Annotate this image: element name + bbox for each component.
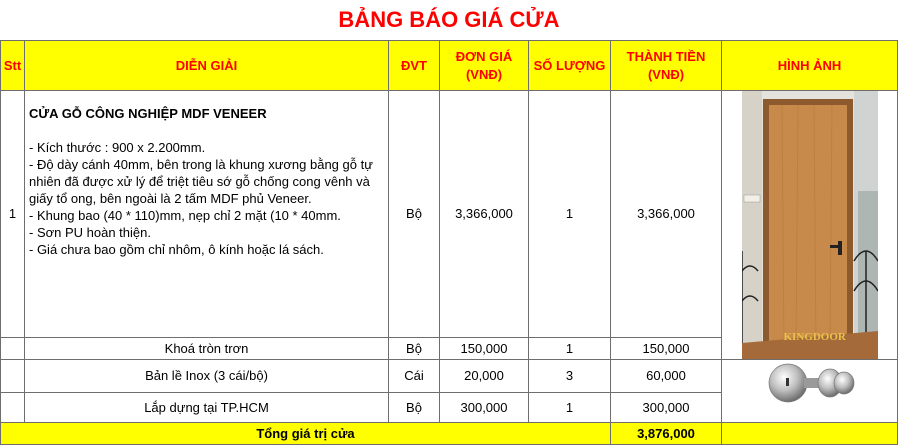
table-row-main-item xyxy=(1,91,898,338)
spec-line: - Giá chưa bao gồm chỉ nhôm, ô kính hoặc lá sách. xyxy=(29,242,324,257)
total-label: Tổng giá trị cửa xyxy=(1,423,611,445)
door-image xyxy=(742,91,878,359)
lock-image-cell xyxy=(722,360,898,423)
kingdoor-watermark: KINGDOOR xyxy=(783,331,846,343)
header-image: HÌNH ẢNH xyxy=(722,41,898,91)
table-row-total xyxy=(1,423,898,445)
main-item-price: 3,366,000 xyxy=(440,91,529,338)
header-unit-price: ĐƠN GIÁ (VNĐ) xyxy=(440,41,529,91)
table-row-sub-item xyxy=(1,360,898,393)
header-description: DIỄN GIẢI xyxy=(25,41,389,91)
sub-item-price: 300,000 xyxy=(440,392,529,422)
lock-photo xyxy=(760,360,860,422)
price-table xyxy=(0,40,898,445)
main-item-name: CỬA GỖ CÔNG NGHIỆP MDF VENEER xyxy=(29,106,267,121)
sub-item-qty: 3 xyxy=(529,360,611,393)
main-item-stt: 1 xyxy=(1,91,25,338)
sub-item-name: Lắp dựng tại TP.HCM xyxy=(25,392,389,422)
header-quantity: SỐ LƯỢNG xyxy=(529,41,611,91)
total-amount: 3,876,000 xyxy=(611,423,722,445)
main-item-unit: Bộ xyxy=(389,91,440,338)
sub-item-amount: 300,000 xyxy=(611,392,722,422)
spec-line: - Sơn PU hoàn thiện. xyxy=(29,225,151,240)
sub-item-price: 150,000 xyxy=(440,337,529,359)
header-row xyxy=(1,41,898,91)
sub-item-unit: Cái xyxy=(389,360,440,393)
sub-item-name: Bản lề Inox (3 cái/bộ) xyxy=(25,360,389,393)
sub-item-qty: 1 xyxy=(529,392,611,422)
sub-item-unit: Bộ xyxy=(389,392,440,422)
main-item-description xyxy=(25,91,389,338)
sub-item-amount: 150,000 xyxy=(611,337,722,359)
header-amount: THÀNH TIỀN (VNĐ) xyxy=(611,41,722,91)
door-photo xyxy=(742,91,878,359)
sub-item-qty: 1 xyxy=(529,337,611,359)
sub-item-unit: Bộ xyxy=(389,337,440,359)
header-stt: Stt xyxy=(1,41,25,91)
sub-item-amount: 60,000 xyxy=(611,360,722,393)
page-title: BẢNG BÁO GIÁ CỬA xyxy=(338,7,560,32)
lock-image xyxy=(760,360,860,404)
spec-line: - Độ dày cánh 40mm, bên trong là khung xương bằng gỗ tự nhiên đã được xử lý để triệt tiêu sớ gỗ chống cong vênh và giấy tổ ong, bên ngoài là 2 tấm MDF phủ Veneer. xyxy=(29,157,373,206)
door-image-cell xyxy=(722,91,898,360)
main-item-amount: 3,366,000 xyxy=(611,91,722,338)
spec-line: - Khung bao (40 * 110)mm, nẹp chỉ 2 mặt (10 * 40mm. xyxy=(29,208,341,223)
main-item-qty: 1 xyxy=(529,91,611,338)
sub-item-price: 20,000 xyxy=(440,360,529,393)
spec-line: - Kích thước : 900 x 2.200mm. xyxy=(29,140,206,155)
header-unit: ĐVT xyxy=(389,41,440,91)
sub-item-name: Khoá tròn trơn xyxy=(25,337,389,359)
